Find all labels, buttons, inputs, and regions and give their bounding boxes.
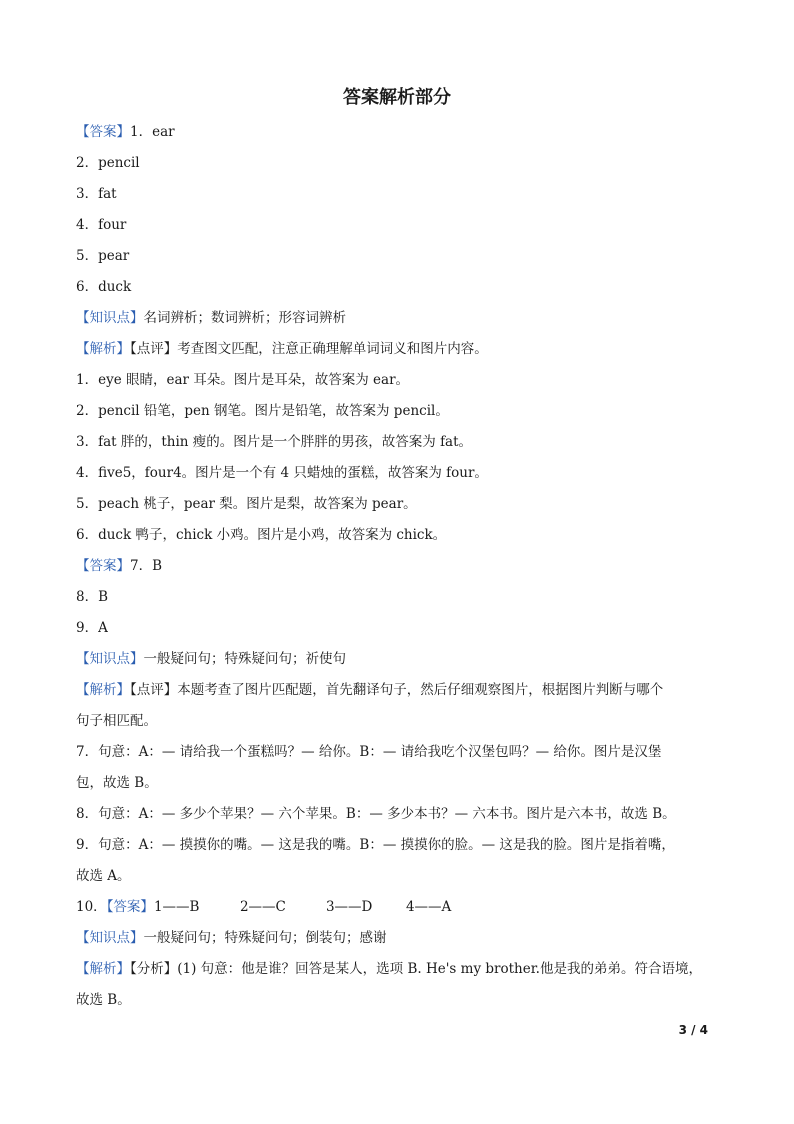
match-item: 1——B [153,899,200,915]
line-text: 名词辨析；数词辨析；形容词辨析 [143,310,346,326]
match-item: 3——D [325,899,373,915]
line-text: 4．four [76,217,127,233]
text-line [76,489,716,520]
line-text: 2．pencil 铅笔，pen 钢笔。图片是铅笔，故答案为 pencil。 [76,403,449,419]
text-line [76,613,716,644]
line-text: 1．eye 眼睛，ear 耳朵。图片是耳朵，故答案为 ear。 [76,372,410,388]
page-number: 3 / 4 [678,1023,708,1037]
text-line [76,210,716,241]
text-line [76,644,716,675]
text-line [76,520,716,551]
section-tag: 【解析】 [76,961,130,977]
question-number: 10． [76,899,107,915]
line-text: 8．句意：A：— 多少个苹果？— 六个苹果。B：— 多少本书？— 六本书。图片是六本书，故选 B。 [76,806,676,822]
line-text: 6．duck [76,279,132,295]
page-title: 答案解析部分 [343,87,451,108]
text-line [76,675,716,706]
line-text: 3．fat 胖的，thin 瘦的。图片是一个胖胖的男孩，故答案为 fat。 [76,434,473,450]
line-text: 【分析】(1) 句意：他是谁？回答是某人，选项 B. He's my brother.他是我的弟弟。符合语境， [130,961,702,977]
line-text: 句子相匹配。 [76,713,157,729]
line-text: 9．句意：A：— 摸摸你的嘴。— 这是我的嘴。B：— 摸摸你的脸。— 这是我的脸。图片是指着嘴， [76,837,675,853]
text-line [76,334,716,365]
text-line [76,737,716,768]
text-line [76,179,716,210]
line-text: 8．B [76,589,109,605]
line-text: 一般疑问句；特殊疑问句；祈使句 [143,651,346,667]
section-tag: 【答案】 [76,124,130,140]
line-text: 【点评】本题考查了图片匹配题，首先翻译句子，然后仔细观察图片，根据图片判断与哪个 [130,682,664,698]
section-tag: 【知识点】 [76,930,144,946]
text-line [76,706,716,737]
text-line [76,799,716,830]
text-line [76,272,716,303]
text-line [76,830,716,861]
text-line [76,241,716,272]
text-line [76,551,716,582]
answer-row-q10 [76,892,716,923]
section-tag: 【解析】 [76,341,130,357]
text-line [76,365,716,396]
line-text: 3．fat [76,186,117,202]
text-line [76,768,716,799]
answer-content [76,117,716,1016]
section-tag: 【知识点】 [76,310,144,326]
line-text: 5．peach 桃子，pear 梨。图片是梨，故答案为 pear。 [76,496,417,512]
text-line [76,582,716,613]
text-line [76,396,716,427]
text-line [76,148,716,179]
match-item: 4——A [405,899,452,915]
line-text: 故选 A。 [76,868,131,884]
match-item: 2——C [239,899,286,915]
text-line [76,954,716,985]
text-line [76,861,716,892]
section-tag: 【解析】 [76,682,130,698]
line-text: 1．ear [130,124,175,140]
line-text: 4．five5，four4。图片是一个有 4 只蜡烛的蛋糕，故答案为 four。 [76,465,488,481]
line-text: 故选 B。 [76,992,131,1008]
section-tag: 【答案】 [76,558,130,574]
line-text: 【点评】考查图文匹配，注意正确理解单词词义和图片内容。 [130,341,488,357]
text-line [76,427,716,458]
text-line [76,303,716,334]
text-line [76,923,716,954]
line-text: 7．句意：A：— 请给我一个蛋糕吗？— 给你。B：— 请给我吃个汉堡包吗？— 给你。图片是汉堡 [76,744,662,760]
line-text: 5．pear [76,248,130,264]
line-text: 一般疑问句；特殊疑问句；倒装句；感谢 [143,930,387,946]
section-tag: 【知识点】 [76,651,144,667]
line-text: 7．B [130,558,163,574]
section-tag: 【答案】 [106,899,154,915]
line-text: 2．pencil [76,155,140,171]
text-line [76,458,716,489]
line-text: 6．duck 鸭子，chick 小鸡。图片是小鸡，故答案为 chick。 [76,527,447,543]
line-text: 9．A [76,620,108,636]
text-line [76,117,716,148]
text-line [76,985,716,1016]
line-text: 包，故选 B。 [76,775,158,791]
